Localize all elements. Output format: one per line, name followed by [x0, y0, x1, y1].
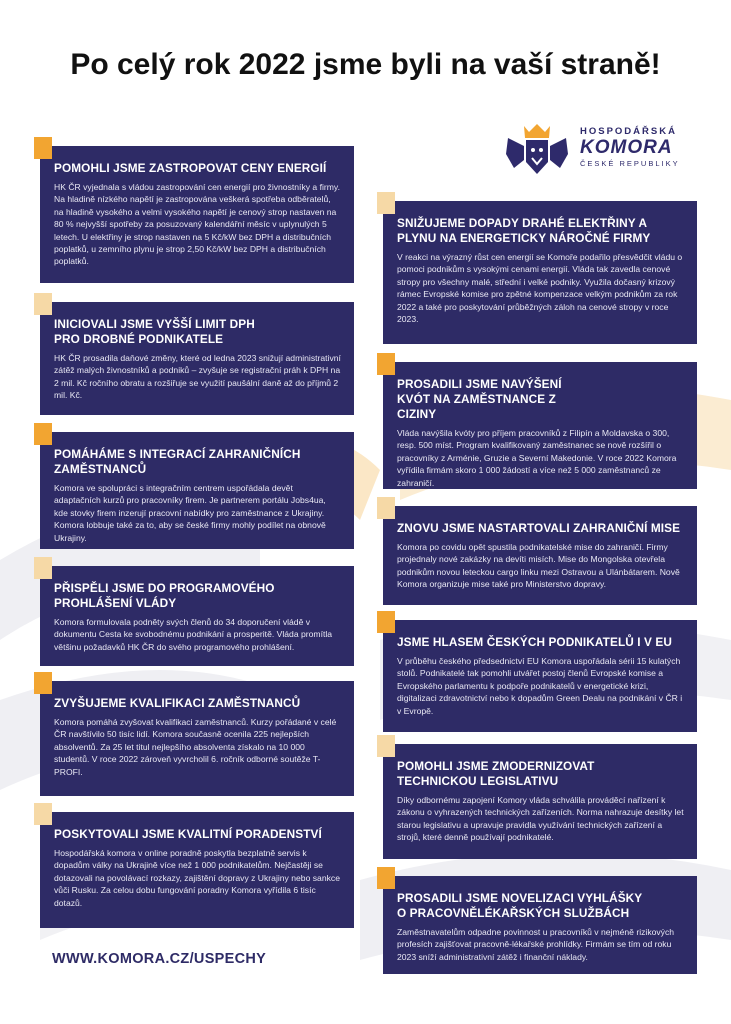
- card-accent: [377, 735, 395, 757]
- card-text: V průběhu českého předsednictví EU Komora uspořádala sérii 15 kulatých stolů. Podnikatelé tak pomohli utvářet postoj členů Evropské komise a Evropského parlamentu k podpoře podnikatelů v energetické krizi, digitalizaci zdravotnictví nebo k dopadům Green Dealu na podnikání v ČR i v Evropě.: [397, 656, 683, 716]
- card-government-program: [40, 566, 354, 666]
- card-text: V reakci na výrazný růst cen energií se Komoře podařilo přesvědčit vládu o pomoci podnikům s vysokými cenami energií. Vláda tak zavedla cenové stropy pro všechny malé, střední i velké podniky. Využila dočasný krizový rámec Evropské komise pro zpětné kompenzace velkým podnikům za rok 2022 a také pro poskytování průběžných záloh na cenové stropy v roce 2023.: [397, 252, 683, 325]
- card-title: POMOHLI JSME ZASTROPOVAT CENY ENERGIÍ: [54, 161, 327, 175]
- card-text: Komora pomáhá zvyšovat kvalifikaci zaměstnanců. Kurzy pořádané v celé ČR navštívilo 50 tisíc lidí. Komora současně ocenila 225 nejlepších absolventů. Za 25 let titul nejlepšího absolventa získalo na 10 000 studentů. V roce 2022 zároveň vyvrcholil 6. ročník odborné soutěže T-PROFI.: [54, 717, 337, 777]
- card-technical-legislation: [383, 744, 697, 859]
- card-text: Vláda navýšila kvóty pro příjem pracovníků z Filipín a Moldavska o 300, resp. 500 míst. Program kvalifikovaný zaměstnanec se nově rozšířil o pracovníky z Arménie, Gruzie a Severní Makedonie. V roce 2022 Komora vyřídila firmám skoro 1 000 žádostí a více než 5 000 zaměstnanců ze zahraničí.: [397, 428, 677, 488]
- card-occupational-health: [383, 876, 697, 974]
- card-text: Komora formulovala podněty svých členů do 34 doporučení vládě v dokumentu Cesta ke svobodnému podnikání a prosperitě. Vláda promítla většinu požadavků HK ČR do svého programového prohlášení.: [54, 617, 333, 652]
- card-accent: [34, 803, 52, 825]
- card-title: POMOHLI JSME ZMODERNIZOVAT TECHNICKOU LEGISLATIVU: [397, 759, 595, 788]
- card-accent: [377, 611, 395, 633]
- card-title: JSME HLASEM ČESKÝCH PODNIKATELŮ I V EU: [397, 635, 672, 649]
- card-consulting: [40, 812, 354, 928]
- card-accent: [34, 557, 52, 579]
- card-accent: [377, 192, 395, 214]
- card-eu-voice: [383, 620, 697, 732]
- card-accent: [34, 137, 52, 159]
- card-employee-qualification: [40, 681, 354, 796]
- card-accent: [377, 867, 395, 889]
- card-energy-intensive-firms: [383, 201, 697, 344]
- logo-line-2: KOMORA: [580, 137, 673, 158]
- card-title: POSKYTOVALI JSME KVALITNÍ PORADENSTVÍ: [54, 827, 322, 841]
- card-text: Zaměstnavatelům odpadne povinnost u pracovníků v nejméně rizikových profesích zajišťovat pracovně-lékařské prohlídky. Firmám se tím od roku 2023 sníží administrativní zátěž i finanční náklady.: [397, 927, 675, 962]
- card-foreign-employees-integration: [40, 432, 354, 549]
- lion-crest-icon: [502, 120, 572, 180]
- card-energy-price-cap: [40, 146, 354, 283]
- chamber-logo: [502, 120, 702, 180]
- footer-url[interactable]: WWW.KOMORA.CZ/USPECHY: [40, 943, 254, 975]
- card-accent: [34, 293, 52, 315]
- card-text: Hospodářská komora v online poradně poskytla bezplatně servis k dopadům války na Ukrajině více než 1 000 podnikatelům. Nejčastěji se dotazovali na povolávací rozkazy, zajištění dopravy z Ukrajiny nebo sankce vůči Rusku. Za celou dobu fungování poradny Komora vyřídila 6 tisíc dotazů.: [54, 848, 340, 908]
- card-text: HK ČR vyjednala s vládou zastropování cen energií pro živnostníky a firmy. Na hladině nízkého napětí je zastropována veškerá spotřeba odběratelů, na hladině vysokého a velmi vysokého napětí je cenový strop nastaven na 80 % nejvyšší spotřeby za posuzovaný kalendářní měsíc v uplynulých 5 letech. U elektřiny je strop nastaven na 5 Kč/kW bez DPH a distribučních poplatků, u zemního plynu je strop 2,50 Kč/kW bez DPH a distribučních poplatků.: [54, 182, 340, 267]
- card-title: POMÁHÁME S INTEGRACÍ ZAHRANIČNÍCH ZAMĚSTNANCŮ: [54, 447, 301, 476]
- card-title: PŘISPĚLI JSME DO PROGRAMOVÉHO PROHLÁŠENÍ VLÁDY: [54, 581, 275, 610]
- card-text: Díky odbornému zapojení Komory vláda schválila prováděcí nařízení k zákonu o vyhrazených technických zařízeních. Norma nahrazuje desítky let starou legislativu a upravuje pravidla využívání technických zařízení a strojů, které denně používají podnikatelé.: [397, 795, 684, 843]
- logo-line-3: ČESKÉ REPUBLIKY: [580, 159, 680, 168]
- logo-line-1: HOSPODÁŘSKÁ: [580, 126, 677, 137]
- card-title: PROSADILI JSME NAVÝŠENÍ KVÓT NA ZAMĚSTNANCE Z CIZINY: [397, 377, 562, 421]
- card-title: ZVYŠUJEME KVALIFIKACI ZAMĚSTNANCŮ: [54, 696, 301, 710]
- card-vat-limit: [40, 302, 354, 415]
- card-text: Komora po covidu opět spustila podnikatelské mise do zahraničí. Firmy projednaly nové zakázky na devíti misích. Mise do Mongolska otevřela podnikům novou leteckou cargo linku mezi Ostravou a Ulánbátarem. Nově Komora organizuje mise také pro Ministerstvo dopravy.: [397, 542, 680, 590]
- card-title: SNIŽUJEME DOPADY DRAHÉ ELEKTŘINY A PLYNU NA ENERGETICKY NÁROČNÉ FIRMY: [397, 216, 651, 245]
- card-accent: [34, 423, 52, 445]
- card-foreign-worker-quotas: [383, 362, 697, 489]
- page-title: Po celý rok 2022 jsme byli na vaší straně!: [70, 48, 661, 81]
- card-title: ZNOVU JSME NASTARTOVALI ZAHRANIČNÍ MISE: [397, 521, 681, 535]
- card-title: INICIOVALI JSME VYŠŠÍ LIMIT DPH PRO DROBNÉ PODNIKATELE: [54, 317, 255, 346]
- card-title: PROSADILI JSME NOVELIZACI VYHLÁŠKY O PRACOVNĚLÉKAŘSKÝCH SLUŽBÁCH: [397, 891, 643, 920]
- card-foreign-missions: [383, 506, 697, 605]
- card-accent: [377, 353, 395, 375]
- card-accent: [34, 672, 52, 694]
- card-text: Komora ve spolupráci s integračním centrem uspořádala devět adaptačních kurzů pro pracovníky firem. Je partnerem portálu Jobs4ua, kde stovky firem inzerují pracovní nabídky pro zaměstnance z Ukrajiny. Komora lobbuje také za to, aby se české firmy mohly podílet na obnově Ukrajiny.: [54, 483, 326, 543]
- card-accent: [377, 497, 395, 519]
- card-text: HK ČR prosadila daňové změny, které od ledna 2023 snižují administrativní zátěž malých živnostníků a podniků – zvyšuje se registrační práh k DPH na 2 mil. Kč ročního obratu a rozšiřuje se využití paušální daně až do příjmů 2 mil. Kč.: [54, 353, 341, 401]
